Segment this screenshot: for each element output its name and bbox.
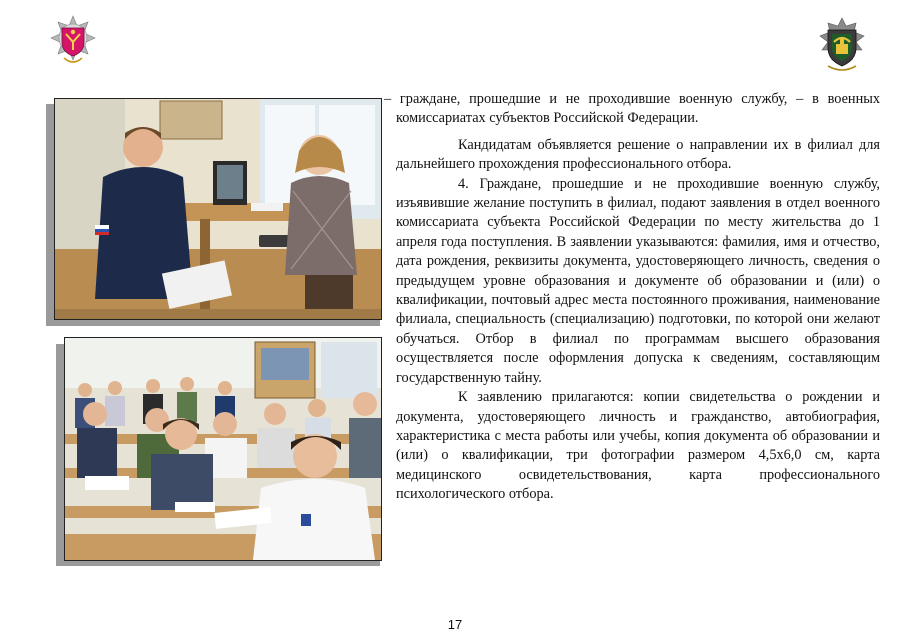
paragraph-decision: Кандидатам объявляется решение о направлении их в филиал для дальнейшего прохождения профессионального отбора.	[396, 136, 880, 173]
photo-candidate-at-desk	[54, 98, 382, 320]
page-number: 17	[447, 617, 463, 632]
body-text	[384, 90, 880, 505]
military-emblem-icon	[50, 14, 96, 72]
academy-emblem-icon	[818, 16, 866, 76]
paragraph-attachments: К заявлению прилагаются: копии свидетельства о рождении и документа, удостоверяющего личность и гражданство, автобиография, характеристика с места работы или учебы, копия документа об образовании и (или) о квалификации, три фотографии размером 4,5х6,0 см, карта медицинского освидетельствования, карта профессионального психологического отбора.	[396, 389, 880, 503]
photo-students-in-classroom	[64, 337, 382, 561]
paragraph-intro: – граждане, прошедшие и не проходившие военную службу, – в военных комиссариатах субъектов Российской Федерации.	[384, 91, 880, 127]
paragraph-application: 4. Граждане, прошедшие и не проходившие военную службу, изъявившие желание поступить в филиал, подают заявления в отдел военного комиссариата субъекта Российской Федерации по месту жительства до 1 апреля года поступления. В заявлении указываются: фамилия, имя и отчество, дата рождения, реквизиты документа, удостоверяющего личность, сведения о предыдущем уровне образования и документе об образовании и (или) о квалификации, почтовый адрес места постоянного проживания, наименование филиала, специальность (специализацию) подготовки, по которой они желают обучаться. Отбор в филиал по программам высшего образования осуществляется после оформления допуска к сведениям, составляющим государственную тайну.	[396, 175, 880, 386]
